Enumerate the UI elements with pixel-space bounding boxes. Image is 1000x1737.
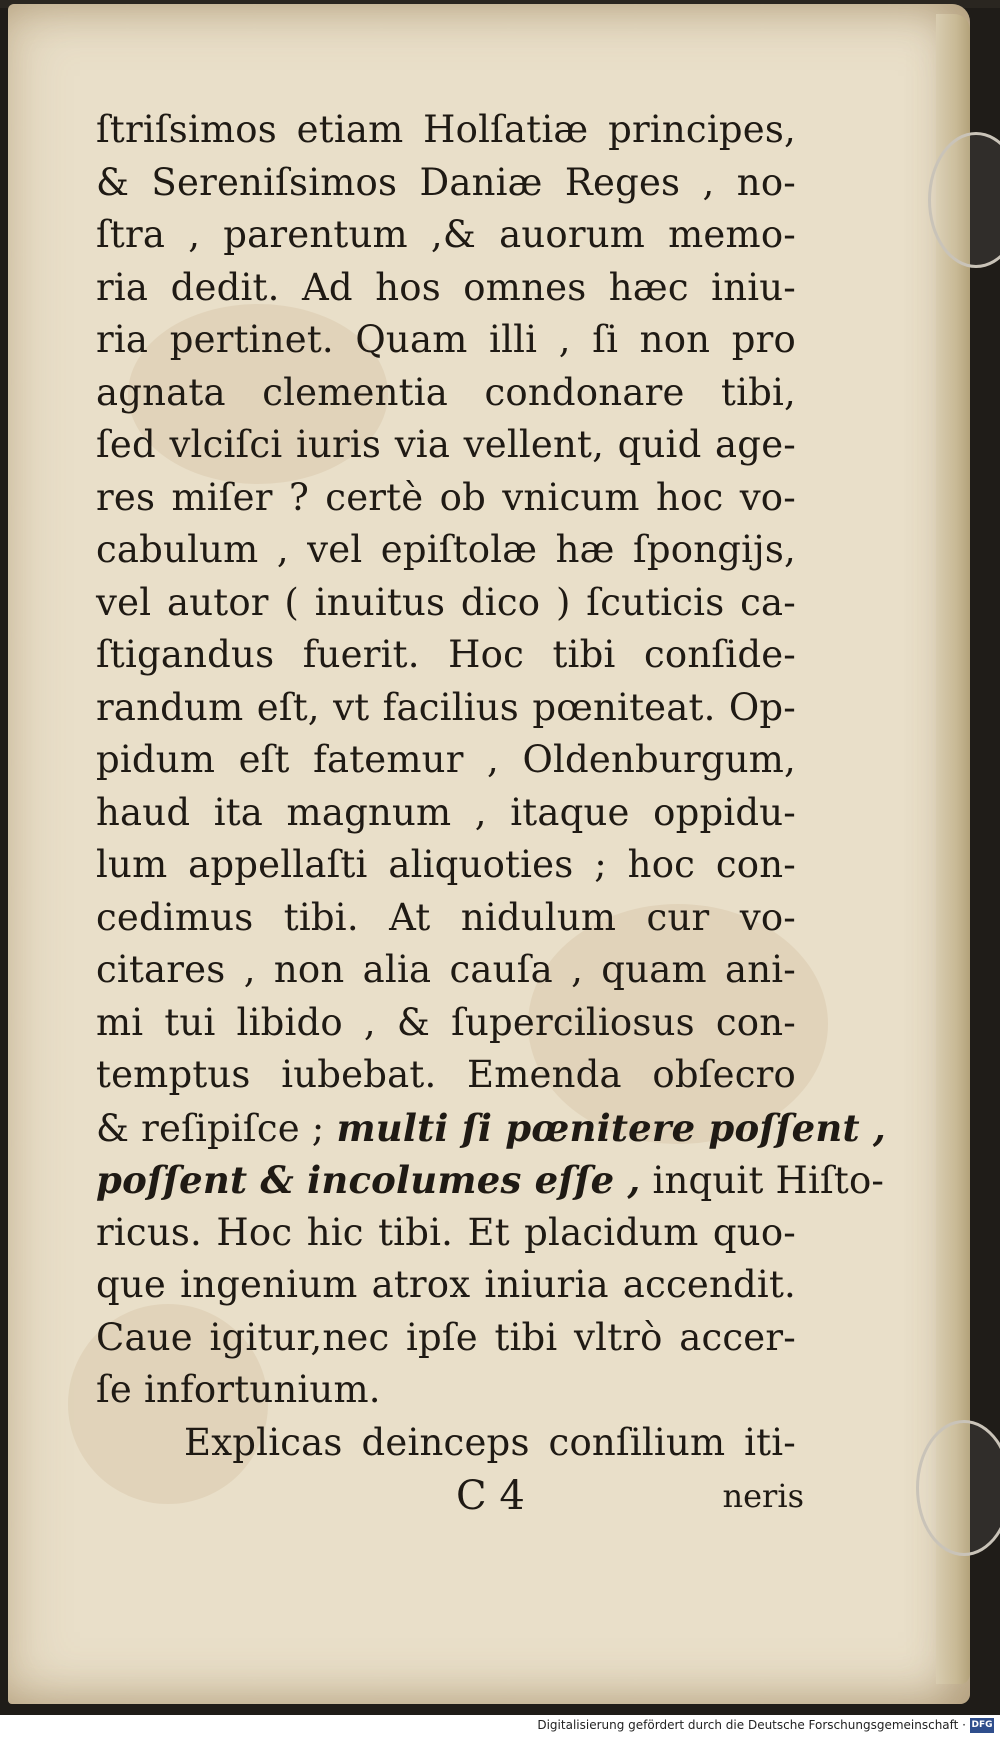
text-line-end: ſe infortunium. — [96, 1368, 381, 1411]
dfg-logo-icon: DFG — [970, 1718, 994, 1733]
text-run: inquit Hiſto- — [652, 1159, 885, 1202]
text-line: vel autor ( inuitus dico ) ſcuticis ca- — [96, 580, 796, 624]
text-line: Caue igitur,nec ipſe tibi vltrò accer- — [96, 1315, 796, 1359]
text-line: agnata clementia condonare tibi, — [96, 370, 796, 414]
text-line-mixed — [96, 1154, 885, 1207]
text-line: lum appellaſti aliquoties ; hoc con- — [96, 843, 796, 886]
text-line: haud ita magnum , itaque oppidu- — [96, 790, 796, 834]
text-line: pidum eſt fatemur , Oldenburgum, — [96, 738, 796, 781]
text-line: cedimus tibi. At nidulum cur vo- — [96, 895, 796, 939]
text-line: ria dedit. Ad hos omnes hæc iniu- — [96, 265, 796, 309]
credit-bar — [0, 1715, 1000, 1737]
text-line: ſed vlciſci iuris via vellent, quid age- — [96, 423, 796, 466]
text-line-mixed — [96, 1102, 886, 1155]
text-line: res miſer ? certè ob vnicum hoc vo- — [96, 475, 796, 519]
text-line: randum eſt, vt facilius pœniteat. Op- — [96, 685, 796, 729]
text-line: ria pertinet. Quam illi , ſi non pro — [96, 318, 796, 361]
text-line: ſtigandus fuerit. Hoc tibi conſide- — [96, 633, 796, 676]
text-line: citares , non alia cauſa , quam ani- — [96, 948, 796, 991]
text-line: temptus iubebat. Emenda obſecro — [96, 1053, 796, 1096]
italic-quote: poſſent & incolumes eſſe , — [96, 1158, 641, 1202]
text-line: cabulum , vel epiſtolæ hæ ſpongijs, — [96, 528, 796, 571]
text-line: que ingenium atrox iniuria accendit. — [96, 1263, 796, 1306]
text-run: & reſipiſce ; — [96, 1106, 325, 1150]
italic-quote: multi ſi pœnitere poſſent , — [336, 1105, 886, 1150]
text-line: & Sereniſsimos Daniæ Reges , no- — [96, 160, 796, 204]
funding-credit: Digitalisierung gefördert durch die Deutsche Forschungsgemeinschaft · — [537, 1718, 966, 1732]
text-line: mi tui libido , & ſuperciliosus con- — [96, 1000, 796, 1044]
catchword: neris — [722, 1477, 804, 1515]
page-text — [96, 104, 886, 1469]
page-footer — [96, 1466, 804, 1526]
signature-mark: C 4 — [456, 1473, 525, 1519]
text-line: ſtra , parentum ,& auorum memo- — [96, 213, 796, 256]
text-line: ricus. Hoc hic tibi. Et placidum quo- — [96, 1210, 796, 1254]
text-line: ſtriſsimos etiam Holſatiæ principes, — [96, 108, 796, 151]
paragraph-first-line: Explicas deinceps conſilium iti- — [184, 1420, 796, 1464]
